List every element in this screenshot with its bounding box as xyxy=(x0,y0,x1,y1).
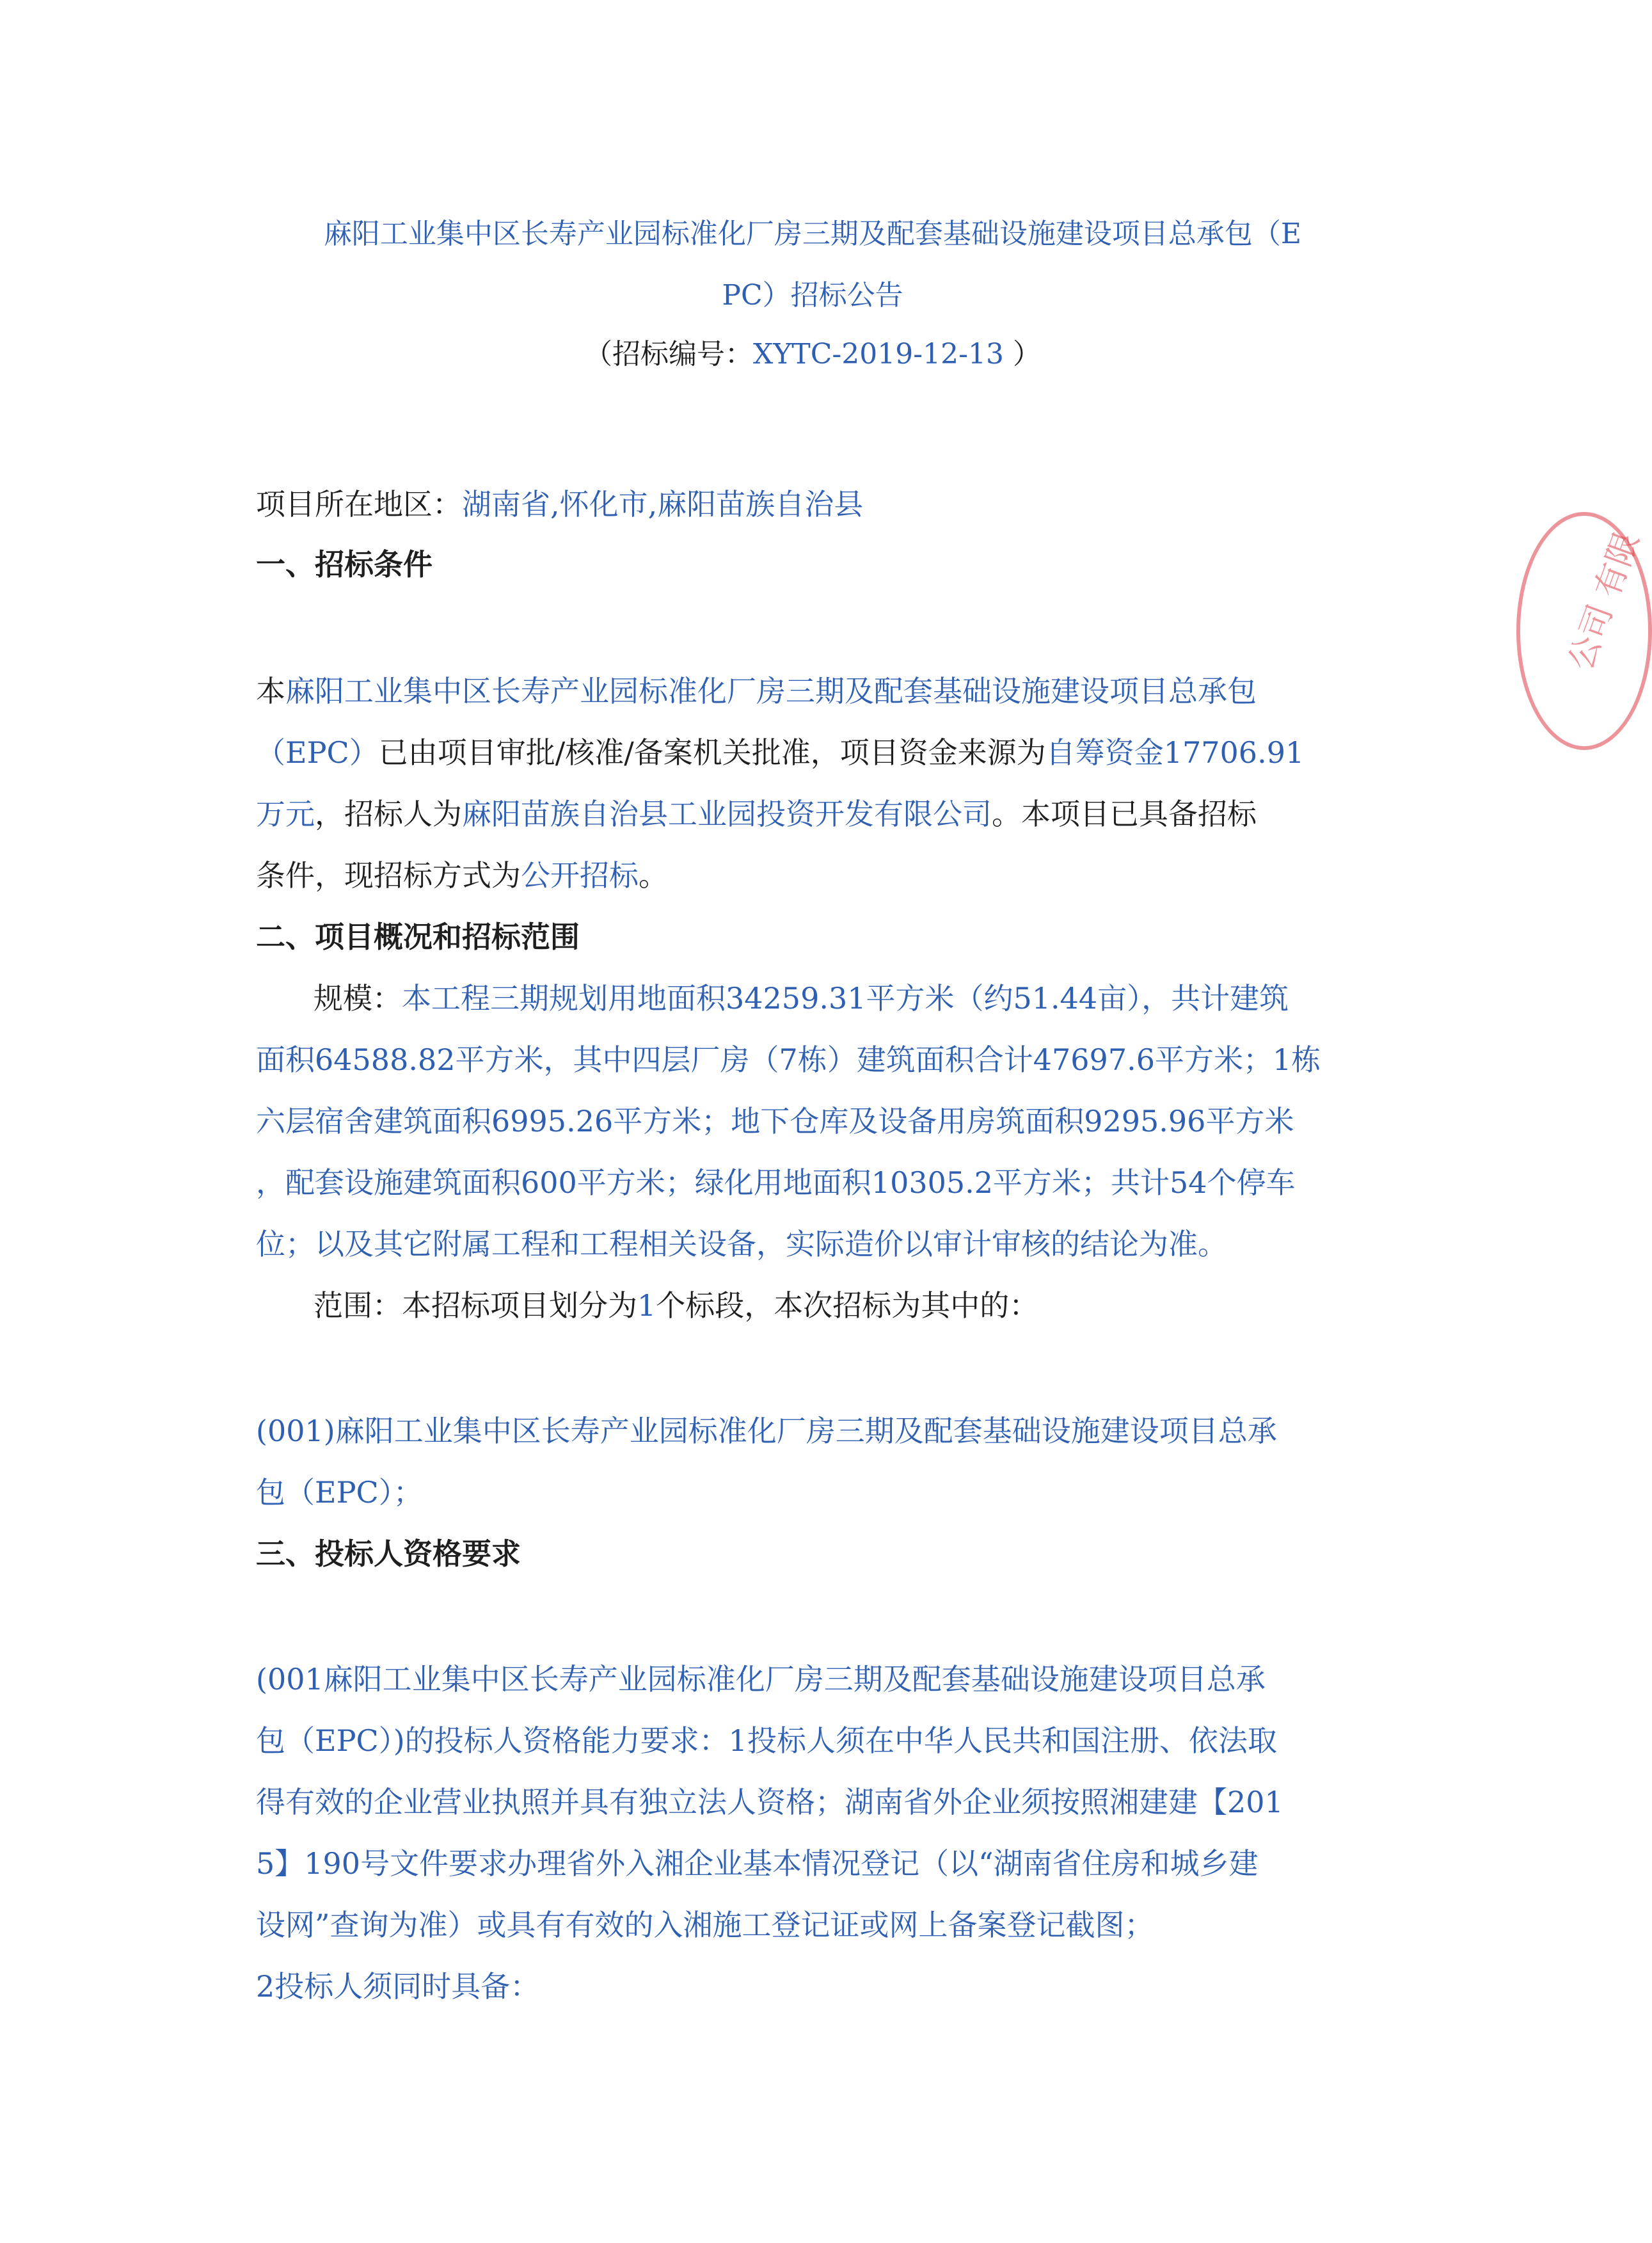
section-1-line-2 xyxy=(256,733,1304,772)
text-run: 。 xyxy=(639,858,668,893)
scale-line-3: 六层宿舍建筑面积6995.26平方米；地下仓库及设备用房筑面积9295.96平方米 xyxy=(256,1104,1294,1138)
tenderer-name: 麻阳苗族自治县工业园投资开发有限公司 xyxy=(462,797,992,831)
lot-line-2: 包（EPC）； xyxy=(256,1475,423,1510)
text-run: 本工程三期规划用地面积34259.31平方米（约51.44亩），共计建筑 xyxy=(402,981,1289,1016)
fund-source: 自筹资金17706.91 xyxy=(1045,735,1305,770)
section-1-line-3 xyxy=(256,795,1257,833)
scale-line-2: 面积64588.82平方米，其中四层厂房（7栋）建筑面积合计47697.6平方米；1栋 xyxy=(256,1042,1321,1077)
text-run: 。本项目已具备招标 xyxy=(992,797,1257,831)
qualification-line-6: 2投标人须同时具备： xyxy=(256,1969,540,2004)
text-run: ，招标人为 xyxy=(315,797,462,831)
section-1-line-4 xyxy=(256,856,668,895)
lot-line-1: (001)麻阳工业集中区长寿产业园标准化厂房三期及配套基础设施建设项目总承 xyxy=(256,1414,1277,1448)
region-value: 湖南省,怀化市,麻阳苗族自治县 xyxy=(462,487,864,522)
qualification-line-5: 设网”查询为准）或具有有效的入湘施工登记证或网上备案登记截图； xyxy=(256,1908,1154,1942)
title-line-1: 麻阳工业集中区长寿产业园标准化厂房三期及配套基础设施建设项目总承包（E xyxy=(323,218,1302,250)
bid-number-prefix: （招标编号： xyxy=(584,338,754,371)
title-line-2: PC）招标公告 xyxy=(722,279,903,312)
qualification-line-4: 5】190号文件要求办理省外入湘企业基本情况登记（以“湖南省住房和城乡建 xyxy=(256,1846,1259,1881)
project-region xyxy=(256,485,863,523)
text-run: 已由项目审批/核准/备案机关批准，项目资金来源为 xyxy=(378,735,1046,770)
scale-line-4: ，配套设施建筑面积600平方米；绿化用地面积10305.2平方米；共计54个停车 xyxy=(256,1165,1296,1200)
qualification-line-2: 包（EPC）)的投标人资格能力要求：1投标人须在中华人民共和国注册、依法取 xyxy=(256,1723,1277,1758)
lot-count: 1 xyxy=(637,1288,656,1323)
tender-method: 公开招标 xyxy=(521,858,639,893)
section-1-line-1 xyxy=(256,672,1257,710)
section-1-heading: 一、招标条件 xyxy=(256,547,433,582)
text-run: 条件，现招标方式为 xyxy=(256,858,521,893)
region-label: 项目所在地区： xyxy=(256,487,462,522)
bid-number-value: XYTC-2019-12-13 xyxy=(753,338,1004,371)
qualification-line-1: (001麻阳工业集中区长寿产业园标准化厂房三期及配套基础设施建设项目总承 xyxy=(256,1662,1266,1696)
bid-number-suffix: ） xyxy=(1003,338,1041,371)
scale-line-5: 位；以及其它附属工程和工程相关设备，实际造价以审计审核的结论为准。 xyxy=(256,1227,1227,1261)
qualification-line-3: 得有效的企业营业执照并具有独立法人资格；湖南省外企业须按照湘建建【201 xyxy=(256,1785,1283,1819)
text-run: 万元 xyxy=(256,797,315,831)
text-run: 个标段，本次招标为其中的： xyxy=(656,1288,1039,1323)
text-run: （EPC） xyxy=(256,735,379,770)
text-run: 本 xyxy=(256,674,285,708)
seal-text: 公司 有限 xyxy=(1561,527,1648,676)
project-name: 麻阳工业集中区长寿产业园标准化厂房三期及配套基础设施建设项目总承包 xyxy=(285,674,1257,708)
section-2-heading: 二、项目概况和招标范围 xyxy=(256,920,580,954)
scale-line-1 xyxy=(314,979,1289,1018)
text-run: 范围：本招标项目划分为 xyxy=(314,1288,637,1323)
scale-label: 规模： xyxy=(314,981,402,1016)
section-3-heading: 三、投标人资格要求 xyxy=(256,1537,521,1571)
scope-line xyxy=(314,1286,1038,1325)
bid-number xyxy=(256,324,1369,385)
